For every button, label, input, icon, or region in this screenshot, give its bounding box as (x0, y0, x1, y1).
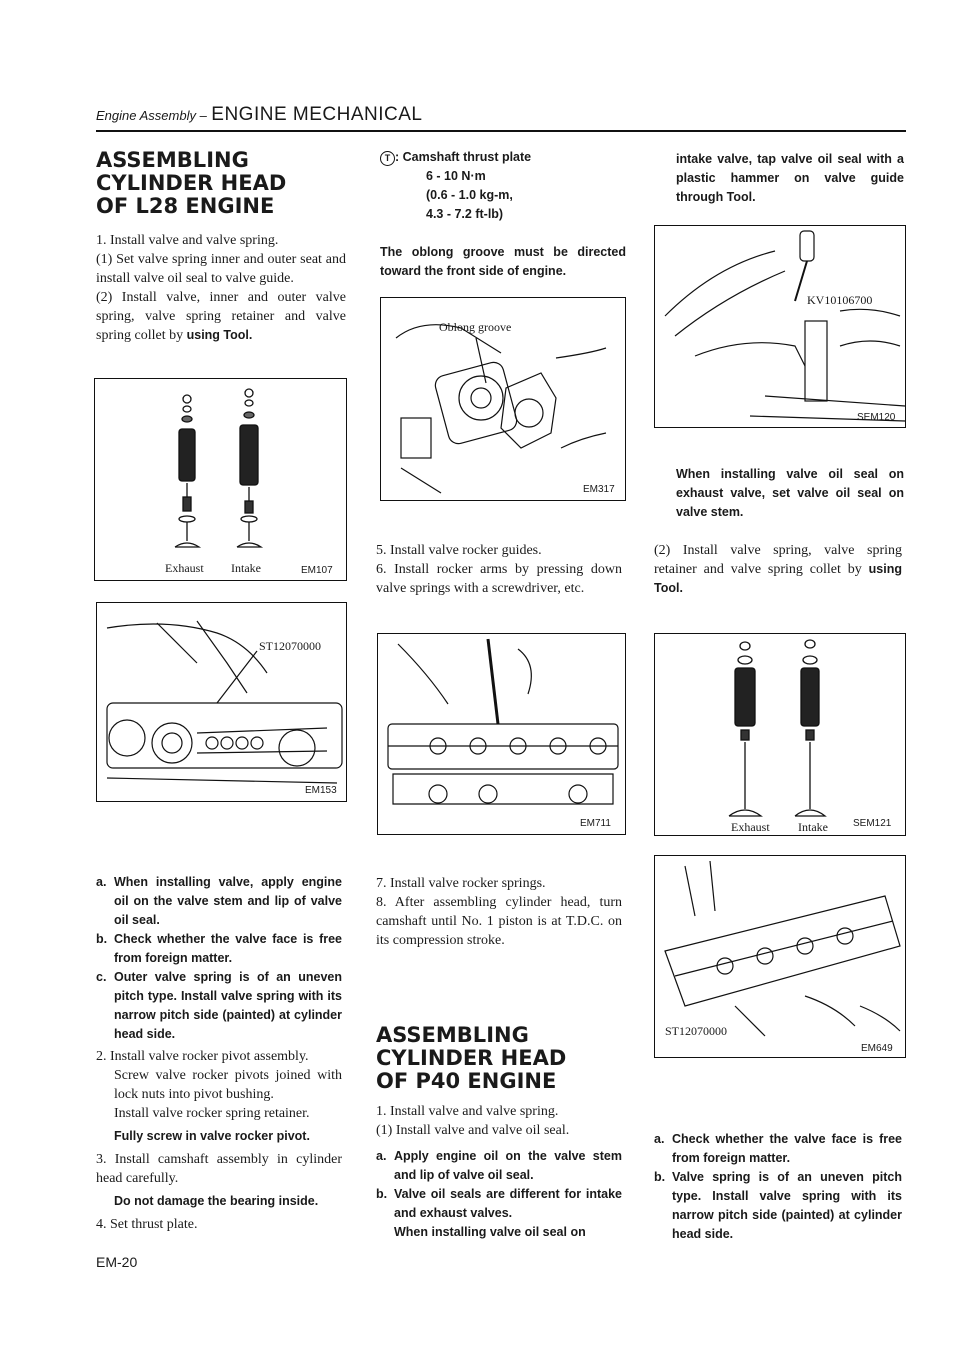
fig1-exhaust-label: Exhaust (165, 561, 204, 575)
page-header (96, 104, 422, 126)
step-3-note: Do not damage the bearing inside. (114, 1194, 319, 1208)
step-8: 8. After assembling cylinder head, turn camshaft until No. 1 piston is at T.D.C. on its compression stroke. (376, 895, 622, 948)
fig1-intake-label: Intake (231, 561, 261, 575)
p40-step-1: 1. Install valve and valve spring. (376, 1104, 559, 1119)
fig7-code: EM649 (861, 1043, 893, 1054)
step-7: 7. Install valve rocker springs. (376, 876, 546, 891)
step-2-b: Install valve rocker spring retainer. (114, 1106, 310, 1121)
page-number: EM-20 (96, 1254, 138, 1270)
figure-em317 (380, 297, 626, 501)
p40-notes (376, 1147, 622, 1242)
p40-step-1-2: (2) Install valve spring, valve spring retainer and valve spring collet by using Tool. (654, 543, 902, 595)
torque-line: T : Camshaft thrust plate (380, 148, 626, 167)
section-title-p40: ASSEMBLING CYLINDER HEAD OF P40 ENGINE (376, 1023, 567, 1093)
step-3: 3. Install camshaft assembly in cylinder head carefully. (96, 1152, 342, 1186)
section-title-l28: ASSEMBLING CYLINDER HEAD OF L28 ENGINE (96, 148, 287, 218)
step-4: 4. Set thrust plate. (96, 1217, 198, 1232)
note-c: c. Outer valve spring is of an uneven pitch type. Install valve spring with its narrow pitch side (painted) at cylinder head side. (96, 970, 342, 1041)
l28-intro (96, 231, 346, 345)
seal-tap-note: intake valve, tap valve oil seal with a plastic hammer on valve guide through Tool. (676, 152, 904, 204)
p40-note-b-cont: When installing valve oil seal on (394, 1225, 586, 1239)
fig5-code: SEM120 (857, 412, 896, 423)
step-1: 1. Install valve and valve spring. (96, 233, 279, 248)
p40-note-b: b. Valve oil seals are different for intake and exhaust valves. (376, 1187, 622, 1220)
fig4-code: EM711 (580, 818, 611, 829)
header-chapter: ENGINE MECHANICAL (211, 104, 423, 125)
oil-seal-hammer-drawing (655, 226, 906, 428)
valve-spring-tool-drawing (97, 603, 347, 802)
exhaust-seal-note: When installing valve oil seal on exhaust valve, set valve oil seal on valve stem. (676, 467, 904, 519)
step-6: 6. Install rocker arms by pressing down valve springs with a screwdriver, etc. (376, 562, 622, 596)
torque-kgm: (0.6 - 1.0 kg-m, (426, 188, 513, 202)
r-note-a: a. Check whether the valve face is free from foreign matter. (654, 1132, 902, 1165)
p40-note-a: a. Apply engine oil on the valve stem and lip of valve oil seal. (376, 1149, 622, 1182)
figure-em649 (654, 855, 906, 1058)
step-5: 5. Install valve rocker guides. (376, 543, 542, 558)
valve-spring-drawing (655, 634, 906, 836)
step-2-a: Screw valve rocker pivots joined with lock nuts into pivot bushing. (114, 1068, 342, 1102)
figure-em153 (96, 602, 347, 802)
p40-right-notes (654, 1130, 902, 1244)
fig6-intake-label: Intake (798, 820, 828, 834)
p-steps-5-6 (376, 541, 622, 598)
torque-nm: 6 - 10 N·m (426, 169, 486, 183)
torque-ftlb: 4.3 - 7.2 ft-lb) (426, 207, 504, 221)
fig2-tool-label: ST12070000 (259, 639, 322, 653)
p-steps-7-8 (376, 874, 622, 950)
fig3-label: Oblong groove (439, 320, 512, 334)
valve-assembly-drawing (95, 379, 347, 581)
figure-sem121 (654, 633, 906, 836)
l28-steps-2-4 (96, 1047, 342, 1234)
r-note-b: b. Valve spring is of an uneven pitch type. Install valve spring with its narrow pitch side (painted) at cylinder head side. (654, 1170, 902, 1241)
fig3-code: EM317 (583, 484, 615, 495)
rocker-arm-drawing (378, 634, 626, 835)
p40-step-1-1: (1) Install valve and valve oil seal. (376, 1123, 570, 1138)
header-section: Engine Assembly – (96, 108, 207, 123)
step-2: 2. Install valve rocker pivot assembly. (96, 1049, 309, 1064)
l28-notes (96, 873, 342, 1044)
figure-em711 (377, 633, 626, 835)
step-1-2: (2) Install valve, inner and outer valve spring, valve spring retainer and valve spring collet by using Tool. (96, 290, 346, 343)
step-1-1: (1) Set valve spring inner and outer seat and install valve oil seal to valve guide. (96, 252, 346, 286)
figure-sem120 (654, 225, 906, 428)
figure-em107 (94, 378, 347, 581)
fig6-code: SEM121 (853, 818, 892, 829)
fig5-tool-label: KV10106700 (807, 293, 873, 307)
fig2-code: EM153 (305, 785, 337, 796)
header-rule (96, 130, 906, 132)
fig7-tool-label: ST12070000 (665, 1024, 728, 1038)
step-2-note: Fully screw in valve rocker pivot. (114, 1129, 310, 1143)
oblong-groove-note: The oblong groove must be directed toward the front side of engine. (380, 245, 626, 278)
p40-intro (376, 1102, 622, 1140)
fig1-code: EM107 (301, 565, 333, 576)
torque-spec (380, 148, 626, 224)
fig6-exhaust-label: Exhaust (731, 820, 770, 834)
torque-icon: T (380, 151, 395, 166)
note-b: b. Check whether the valve face is free from foreign matter. (96, 932, 342, 965)
note-a: a. When installing valve, apply engine oil on the valve stem and lip of valve oil seal. (96, 875, 342, 927)
